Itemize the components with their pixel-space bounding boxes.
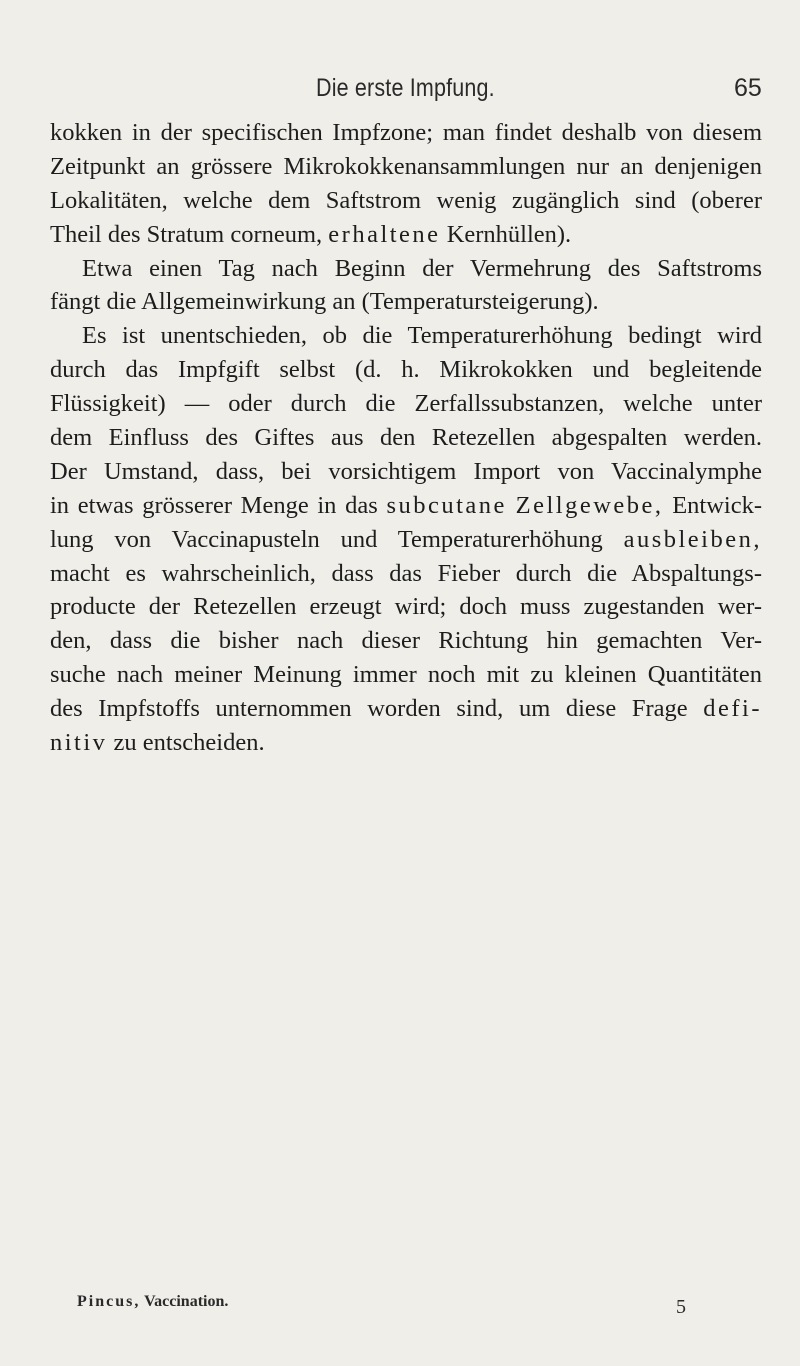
text-line-14: macht es wahrscheinlich, dass das Fieber durch die Abspaltungs- bbox=[50, 559, 762, 587]
text-line-12-end: Entwick- bbox=[672, 491, 763, 519]
emphasis-zellgewebe: Zellgewebe, bbox=[515, 491, 664, 519]
text-line-12-start: in etwas grösserer Menge in das bbox=[50, 491, 378, 519]
emphasis-nitiv: nitiv bbox=[50, 729, 108, 757]
text-line-2: Zeitpunkt an grössere Mikrokokkenansammlungen nur an denjenigen bbox=[50, 152, 762, 180]
emphasis-subcutane: subcutane bbox=[386, 491, 507, 519]
text-line-12 bbox=[50, 489, 762, 523]
text-line-17: suche nach meiner Meinung immer noch mit zu kleinen Quantitäten bbox=[50, 661, 762, 689]
page-number: 65 bbox=[734, 74, 762, 102]
footer-author: Pincus, bbox=[77, 1293, 141, 1310]
signature-mark: 5 bbox=[676, 1296, 686, 1318]
text-line-9: Flüssigkeit) — oder durch die Zerfallssubstanzen, welche unter bbox=[50, 390, 762, 418]
text-line-15: producte der Retezellen erzeugt wird; doch muss zugestanden wer- bbox=[50, 593, 762, 621]
text-line-18 bbox=[50, 692, 762, 726]
text-line-19-end: zu entscheiden. bbox=[113, 729, 265, 757]
running-title: Die erste Impfung. bbox=[316, 74, 495, 102]
running-head bbox=[0, 74, 800, 106]
text-line-3: Lokalitäten, welche dem Saftstrom wenig zugänglich sind (oberer bbox=[50, 186, 762, 214]
text-line-13 bbox=[50, 523, 762, 557]
emphasis-ausbleiben: ausbleiben, bbox=[623, 525, 762, 553]
text-line-4-start: Theil des Stratum corneum, bbox=[50, 220, 323, 248]
text-line-8: durch das Impfgift selbst (d. h. Mikrokokken und begleitende bbox=[50, 356, 762, 384]
text-line-13-start: lung von Vaccinapusteln und Temperaturerhöhung bbox=[50, 525, 603, 553]
text-line-7: Es ist unentschieden, ob die Temperaturerhöhung bedingt wird bbox=[82, 322, 762, 350]
text-line-6: fängt die Allgemeinwirkung an (Temperatursteigerung). bbox=[50, 288, 599, 316]
body-text bbox=[50, 116, 762, 760]
footer-book-title: Vaccination. bbox=[144, 1293, 229, 1310]
text-line-1: kokken in der specifischen Impfzone; man findet deshalb von diesem bbox=[50, 119, 762, 146]
text-line-18-start: des Impfstoffs unternommen worden sind, um diese Frage bbox=[50, 695, 688, 723]
text-line-4-end: Kernhüllen). bbox=[446, 220, 572, 248]
footer-note bbox=[77, 1293, 228, 1311]
text-line-4 bbox=[50, 218, 762, 252]
text-line-16: den, dass die bisher nach dieser Richtung hin gemachten Ver- bbox=[50, 627, 762, 655]
emphasis-erhaltene: erhaltene bbox=[328, 220, 441, 248]
text-line-10: dem Einfluss des Giftes aus den Retezellen abgespalten werden. bbox=[50, 424, 762, 452]
text-line-19 bbox=[50, 726, 762, 760]
text-line-5: Etwa einen Tag nach Beginn der Vermehrung des Saftstroms bbox=[82, 254, 762, 282]
emphasis-defi: defi- bbox=[703, 695, 763, 723]
text-line-11: Der Umstand, dass, bei vorsichtigem Import von Vaccinalymphe bbox=[50, 457, 762, 485]
